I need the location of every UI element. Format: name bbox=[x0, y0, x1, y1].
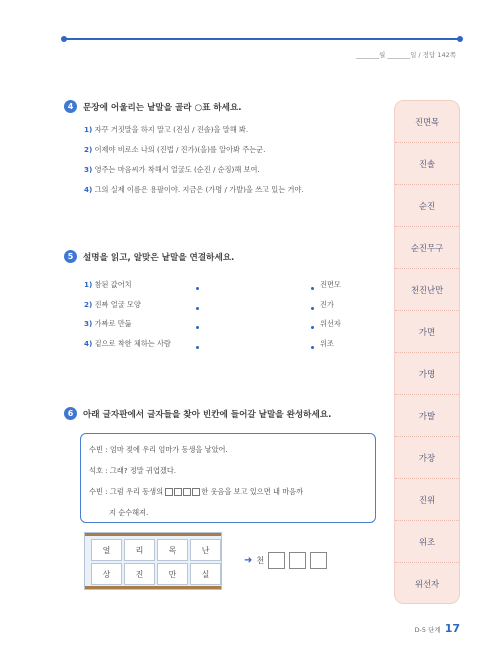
blank-square bbox=[165, 488, 173, 496]
page-number: 17 bbox=[444, 622, 460, 635]
word-bank-item: 위조 bbox=[395, 521, 459, 563]
letter-cell[interactable]: 만 bbox=[157, 563, 188, 585]
list-item: 1) 참된 값어치 bbox=[84, 280, 132, 289]
top-rule bbox=[64, 38, 460, 40]
word-bank-item: 순진 bbox=[395, 185, 459, 227]
page-footer bbox=[415, 622, 460, 635]
match-dot[interactable] bbox=[311, 287, 314, 290]
letter-cell[interactable]: 상 bbox=[91, 563, 122, 585]
rule-end-dot bbox=[457, 36, 463, 42]
dialog-line: 수빈 : 엄마 젖에 우리 엄마가 동생을 낳았어. bbox=[89, 445, 228, 454]
list-item: 4) 겉으로 착한 체하는 사람 bbox=[84, 338, 171, 348]
left-match-dots bbox=[196, 279, 199, 357]
answer-area bbox=[244, 552, 327, 569]
question-number-badge: 6 bbox=[64, 407, 77, 420]
question-title: 설명을 읽고, 알맞은 낱말을 연결하세요. bbox=[83, 252, 235, 263]
board-frame-top bbox=[85, 533, 221, 536]
word-bank-item: 가장 bbox=[395, 437, 459, 479]
dialog-box bbox=[80, 433, 376, 523]
question-6-header bbox=[64, 407, 331, 420]
question-4-header bbox=[64, 100, 242, 113]
rule-end-dot bbox=[61, 36, 67, 42]
word-bank-item: 천진난만 bbox=[395, 269, 459, 311]
level-code: D-5 단계 bbox=[414, 626, 441, 634]
match-dot[interactable] bbox=[196, 326, 199, 329]
answer-box[interactable] bbox=[310, 552, 327, 569]
date-answer-line: _______월 _______일 / 정답 142쪽 bbox=[356, 51, 456, 59]
dialog-line: 지 순수해져. bbox=[109, 508, 149, 517]
word-bank-item: 가발 bbox=[395, 395, 459, 437]
question-5-header bbox=[64, 250, 234, 263]
letter-cell[interactable]: 실 bbox=[190, 563, 221, 585]
list-item: 진면모 bbox=[320, 280, 341, 289]
word-bank-item: 진면목 bbox=[395, 101, 459, 143]
list-item: 3) 영주는 마음씨가 착해서 얼굴도 (순진 / 순징)해 보여. bbox=[84, 165, 260, 174]
letter-grid bbox=[91, 539, 221, 585]
right-match-dots bbox=[311, 279, 314, 357]
dialog-line: 수빈 : 그럼 우리 동생의 한 웃음을 보고 있으면 내 마음까 bbox=[89, 487, 304, 496]
question-title: 문장에 어울리는 낱말을 골라 ○표 하세요. bbox=[83, 102, 242, 113]
match-dot[interactable] bbox=[311, 307, 314, 310]
list-item: 위조 bbox=[320, 338, 334, 348]
letter-cell[interactable]: 목 bbox=[157, 539, 188, 561]
letter-board bbox=[84, 532, 222, 590]
letter-cell[interactable]: 리 bbox=[124, 539, 155, 561]
word-bank-sidebar bbox=[394, 100, 460, 604]
word-list bbox=[320, 275, 341, 353]
blank-square bbox=[183, 488, 191, 496]
match-dot[interactable] bbox=[311, 346, 314, 349]
letter-cell[interactable]: 진 bbox=[124, 563, 155, 585]
board-frame-bottom bbox=[85, 586, 221, 589]
match-dot[interactable] bbox=[196, 346, 199, 349]
answer-prefix: 천 bbox=[256, 556, 265, 565]
list-item: 1) 자꾸 거짓말을 하지 말고 (진심 / 진솔)을 말해 봐. bbox=[84, 125, 249, 134]
question-title: 아래 글자판에서 글자들을 찾아 빈칸에 들어갈 낱말을 완성하세요. bbox=[83, 409, 332, 420]
list-item: 위선자 bbox=[320, 319, 341, 328]
definition-list bbox=[84, 275, 171, 353]
match-dot[interactable] bbox=[196, 287, 199, 290]
match-dot[interactable] bbox=[311, 326, 314, 329]
answer-box[interactable] bbox=[268, 552, 285, 569]
blank-square bbox=[192, 488, 200, 496]
blank-square bbox=[174, 488, 182, 496]
question-number-badge: 4 bbox=[64, 100, 77, 113]
list-item: 3) 가짜로 만듦 bbox=[84, 319, 132, 328]
question-4-items bbox=[84, 120, 304, 200]
list-item: 4) 그의 실제 이름은 용팔이야. 지금은 (가명 / 가발)을 쓰고 있는 거야. bbox=[84, 185, 304, 194]
match-dot[interactable] bbox=[196, 307, 199, 310]
word-bank-item: 가면 bbox=[395, 311, 459, 353]
list-item: 진가 bbox=[320, 299, 334, 309]
list-item: 2) 진짜 얼굴 모양 bbox=[84, 299, 141, 309]
word-bank-item: 진위 bbox=[395, 479, 459, 521]
question-number-badge: 5 bbox=[64, 250, 77, 263]
dialog-line: 석호 : 그래? 정말 귀엽겠다. bbox=[89, 466, 177, 475]
word-bank-item: 가명 bbox=[395, 353, 459, 395]
arrow-right-icon: ➜ bbox=[244, 555, 253, 566]
list-item: 2) 이제야 비로소 나의 (진법 / 진가)(을)를 알아봐 주는군. bbox=[84, 145, 266, 154]
letter-cell[interactable]: 난 bbox=[190, 539, 221, 561]
letter-cell[interactable]: 얼 bbox=[91, 539, 122, 561]
word-bank-item: 위선자 bbox=[414, 579, 440, 589]
word-bank-item: 순진무구 bbox=[395, 227, 459, 269]
word-bank-item: 진솔 bbox=[395, 143, 459, 185]
answer-box[interactable] bbox=[289, 552, 306, 569]
